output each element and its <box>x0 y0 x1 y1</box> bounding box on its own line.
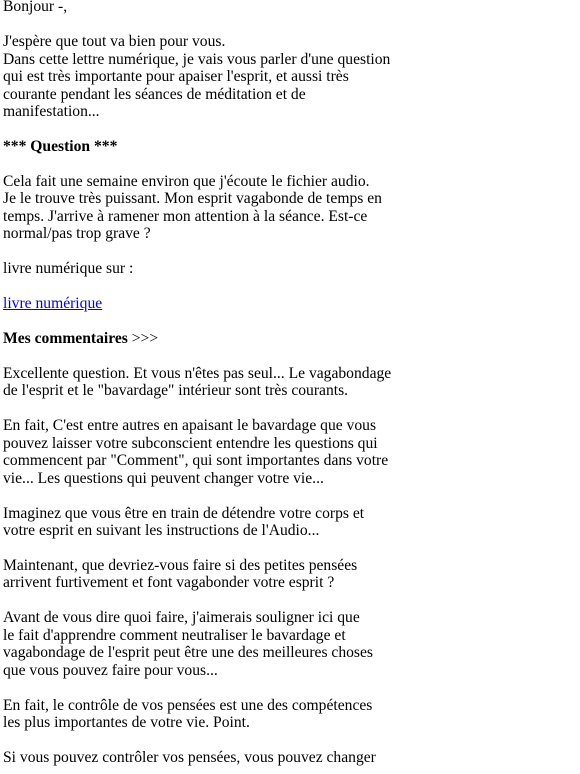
intro-line: qui est très importante pour apaiser l'esprit, et aussi très <box>3 68 349 85</box>
paragraph-line: commencent par "Comment", qui sont importantes dans votre <box>3 452 389 469</box>
paragraph-line: pouvez laisser votre subconscient entendre les questions qui <box>3 435 378 452</box>
question-line: temps. J'arrive à ramener mon attention à la séance. Est-ce <box>3 208 368 225</box>
intro-line: courante pendant les séances de méditation et de <box>3 86 306 103</box>
paragraph-line: vagabondage de l'esprit peut être une des meilleures choses <box>3 644 373 661</box>
paragraph-line: le fait d'apprendre comment neutraliser le bavardage et <box>3 627 346 644</box>
paragraph-line: En fait, C'est entre autres en apaisant le bavardage que vous <box>3 417 377 434</box>
paragraph-line: vie... Les questions qui peuvent changer votre vie... <box>3 470 324 487</box>
question-heading: *** Question *** <box>3 138 118 155</box>
intro-line: manifestation... <box>3 103 100 120</box>
comments-heading-title: Mes commentaires <box>3 330 128 347</box>
question-line: normal/pas trop grave ? <box>3 225 151 242</box>
paragraph-line: de l'esprit et le "bavardage" intérieur sont très courants. <box>3 382 349 399</box>
ebook-label: livre numérique sur : <box>3 260 134 277</box>
intro-line: J'espère que tout va bien pour vous. <box>3 33 226 50</box>
paragraph-line: Imaginez que vous être en train de détendre votre corps et <box>3 505 365 522</box>
intro-line: Dans cette lettre numérique, je vais vous parler d'une question <box>3 51 391 68</box>
question-line: Je le trouve très puissant. Mon esprit vagabonde de temps en <box>3 190 382 207</box>
paragraph-line: En fait, le contrôle de vos pensées est une des compétences <box>3 697 373 714</box>
paragraph-line: Excellente question. Et vous n'êtes pas seul... Le vagabondage <box>3 365 392 382</box>
paragraph-line: votre esprit en suivant les instructions de l'Audio... <box>3 522 320 539</box>
question-line: Cela fait une semaine environ que j'écoute le fichier audio. <box>3 173 370 190</box>
paragraph-line: arrivent furtivement et font vagabonder votre esprit ? <box>3 574 335 591</box>
paragraph-line: Si vous pouvez contrôler vos pensées, vous pouvez changer <box>3 749 376 766</box>
ebook-link[interactable]: livre numérique <box>3 295 103 312</box>
comments-heading-arrows: >>> <box>127 330 159 347</box>
paragraph-line: que vous pouvez faire pour vous... <box>3 662 218 679</box>
paragraph-line: les plus importantes de votre vie. Point. <box>3 714 250 731</box>
greeting: Bonjour -, <box>3 0 68 15</box>
paragraph-line: Maintenant, que devriez-vous faire si des petites pensées <box>3 557 358 574</box>
paragraph-line: Avant de vous dire quoi faire, j'aimerais souligner ici que <box>3 609 360 626</box>
comments-heading <box>3 330 158 347</box>
